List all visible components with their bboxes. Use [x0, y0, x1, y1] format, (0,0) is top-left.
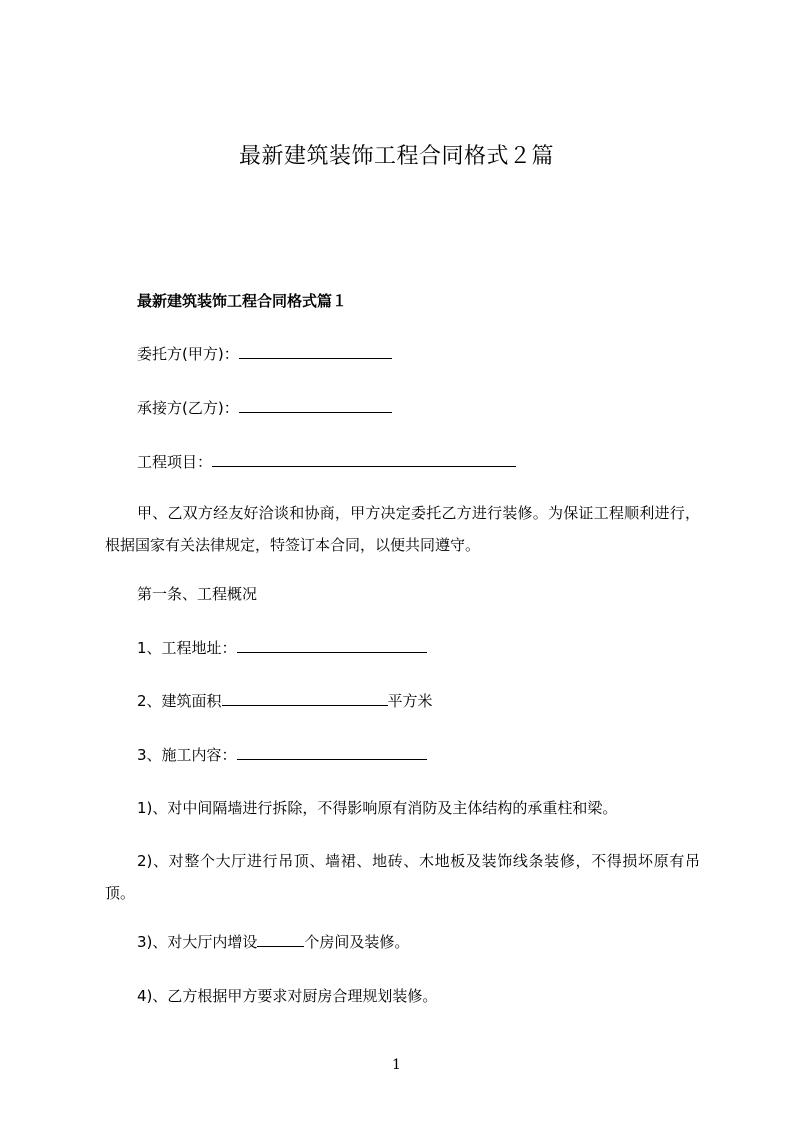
sub-item-4: 4)、乙方根据甲方要求对厨房合理规划装修。	[137, 987, 438, 1005]
sub-item-1: 1)、对中间隔墙进行拆除，不得影响原有消防及主体结构的承重柱和梁。	[137, 799, 618, 817]
sub-item-3-suffix: 个房间及装修。	[304, 933, 410, 951]
document-title: 最新建筑装饰工程合同格式２篇	[238, 144, 554, 169]
contractor-blank[interactable]	[239, 398, 392, 413]
item-address-row	[137, 637, 427, 659]
contractor-field-row	[137, 397, 392, 419]
content-blank[interactable]	[237, 745, 427, 760]
project-blank[interactable]	[212, 452, 516, 467]
article-one-title: 第一条、工程概况	[137, 585, 258, 603]
item-area-label: 2、建筑面积	[137, 692, 222, 710]
client-label: 委托方(甲方)：	[137, 345, 239, 363]
area-blank[interactable]	[222, 691, 388, 706]
page-number: 1	[392, 1057, 401, 1073]
project-label: 工程项目：	[137, 453, 213, 471]
item-area-row	[137, 690, 433, 712]
contractor-label: 承接方(乙方)：	[137, 399, 239, 417]
item-area-unit: 平方米	[387, 692, 433, 710]
rooms-count-blank[interactable]	[257, 932, 304, 947]
item-content-row	[137, 744, 427, 766]
intro-paragraph: 甲、乙双方经友好洽谈和协商，甲方决定委托乙方进行装修。为保证工程顺利进行，根据国家有关法律规定，特签订本合同，以便共同遵守。	[105, 504, 700, 554]
item-content-label: 3、施工内容：	[137, 746, 237, 764]
address-blank[interactable]	[237, 638, 427, 653]
sub-item-3-prefix: 3)、对大厅内增设	[137, 933, 258, 951]
sub-item-3-row	[137, 931, 409, 953]
client-blank[interactable]	[239, 344, 392, 359]
item-address-label: 1、工程地址：	[137, 639, 237, 657]
section-heading: 最新建筑装饰工程合同格式篇１	[137, 292, 348, 310]
sub-item-2: 2)、对整个大厅进行吊顶、墙裙、地砖、木地板及装饰线条装修，不得损坏原有吊顶。	[105, 852, 700, 902]
project-field-row	[137, 451, 516, 473]
client-field-row	[137, 343, 392, 365]
